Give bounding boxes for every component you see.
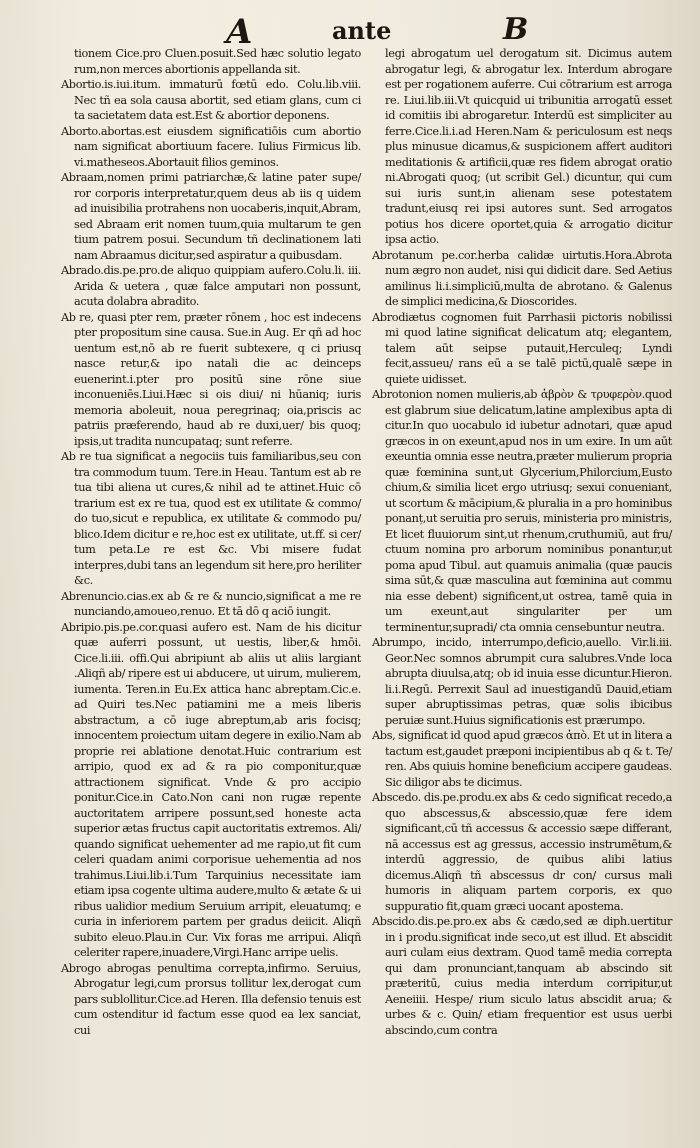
dictionary-entry: Ab re, quasi pter rem, præter rōnem , hoc est indecens pter propositum sine causa. Sue.in Aug. Er qñ ad hoc uentum est,nō ab re fuerit subtexere, q ci priusq nasce retur,& ipo natali die ac deinceps euenerint.i.pter pro positū sine rōne siue inconueniēs.Liui.Hæc si ois diui/ ni hūaniq; iuris memoria aboleuit, noua peregrinaq; oia,priscis ac patriis præferendo, haud ab re duxi,uer/ bis quoq; ipsis,ut tradita nuncupataq; sunt referre. — [61, 310, 361, 448]
dictionary-entry: Abrado.dis.pe.pro.de aliquo quippiam aufero.Colu.li. iii. Arida & uetera , quæ falce amputari non possunt, acuta dolabra abradito. — [61, 264, 361, 308]
dictionary-entry: Abraam,nomen primi patriarchæ,& latine pater supe/ ror corporis interpretatur,quem deus ab iis q uidem ad inuisibilia protrahens non uocaberis,inquit,Abram, sed Abraam erit nomen tuum,quia multarum te gen tium patrem posui. Secundum tñ declinationem lati nam Abraamus dicitur,sed aspiratur a quibusdam. — [61, 171, 361, 262]
dictionary-entry: Abripio.pis.pe.cor.quasi aufero est. Nam de his dicitur quæ auferri possunt, ut uestis, liber,& hmōi. Cice.li.iii. offi.Qui abripiunt ab aliis ut aliis largiant .Aliqñ ab/ ripere est ui abducere, ut uirum, mulierem, iumenta. Teren.in Eu.Ex attica hanc abreptam.Cic.e. ad Quiri tes.Nec patiamini me a meis liberis abstractum, a cō iuge abreptum,ab aris focisq; innocentem proiectum uitam degere in exilio.Nam ab proprie rei ablatione denotat.Huic contrarium est arripio, quod ex ad & ra pio componitur,quæ attractionem significat. Vnde & pro accipio ponitur.Cice.in Cato.Non cani non rugæ repente auctoritatem arripere possunt,sed honeste acta superior ætas fructus capit auctoritatis extremos. Ali/ quando significat uehementer ad me rapio,ut fit cum celeri quadam animi corporisue uehementia ad nos trahimus.Liui.lib.i.Tum Tarquinius necessitate iam etiam ipsa cogente ultima audere,multo & ætate & ui ribus ualidior medium Seruium arripit, eleuatumq; e curia in inferiorem partem per gradus deiicit. Aliqñ subito eleuo.Plau.in Cur. Vix foras me arripui. Aliqñ celeriter rapere,inuadere,Virgi.Hanc arripe uelis. — [61, 620, 361, 959]
dictionary-entry: Abrumpo, incido, interrumpo,deficio,auello. Vir.li.iii. Geor.Nec somnos abrumpit cura salubres.Vnde loca abrupta diuulsa,atq; ob id inuia esse dicuntur.Hieron. li.i.Regū. Perrexit Saul ad inuestigandū Dauid,etiam super abruptissimas petras, quæ solis ibicibus peruiæ sunt.Huius significationis est prærumpo. — [372, 636, 672, 727]
dictionary-entry: Aborto.abortas.est eiusdem significatiōis cum abortio nam significat abortiuum facere. Iulius Firmicus lib. vi.matheseos.Abortauit filios geminos. — [61, 124, 361, 169]
dictionary-entry: Ab re tua significat a negociis tuis familiaribus,seu con tra commodum tuum. Tere.in Heau. Tantum est ab re tua tibi aliena ut cures,& nihil ad te attinet.Huic cō trarium est ex re tua, quod est ex utilitate & commo/ do tuo,sicut e republica, ex utilitate & commodo pu/ blico.Idem dicitur e re,hoc est ex utilitate, ut.ff. si cer/ tum peta.Le re est &c. Vbi misere fudat interpres,dubi tans an legendum sit here,pro heriliter &c. — [61, 450, 361, 587]
dictionary-entry: Abrotanum pe.cor.herba calidæ uirtutis.Hora.Abrota num ægro non audet, nisi qui didicit dare. Sed Aetius amilinus li.i.simpliciū,multa de abrotano. & Galenus de simplici medicina,& Dioscorides. — [372, 248, 672, 308]
gothic-next-letter: B — [503, 12, 529, 47]
dictionary-entry: Abscido.dis.pe.pro.ex abs & cædo,sed æ diph.uertitur in i produ.significat inde seco,ut est illud. Et abscidit auri culam eius dextram. Quod tamē media correpta qui dam pronunciant,tanquam ab abscindo sit præteritū, cuius media interdum corripitur,ut Aeneiiii. Hespe/ rium siculo latus abscidit arua; & urbes & c. Quin/ etiam frequentior est usus uerbi abscindo,cum contra — [372, 915, 672, 1037]
continued-paragraph: legi abrogatum uel derogatum sit. Dicimus autem abrogatur legi, & abrogatur lex. Interdum abrogare est per rogationem auferre. Cui cōtrarium est arroga re. Liui.lib.iii.Vt quicquid ui tribunitia arrogatū esset id comitiis ibi abrogaretur. Interdū est simpliciter au ferre.Cice.li.i.ad Heren.Nam & periculosum est neqs plus minusue dicamus,& suspicionem affert auditori meditationis & artificii,quæ res fidem abrogat oratio ni.Abrogati quoq; (ut scribit Gel.) dicuntur, qui cum sui iuris sunt,in alienam sese potestatem tradunt,eiusq rei ipsi autores sunt. Sed arrogatos potius hos dicere oportet,quia & arrogatio dicitur ipsa actio. — [385, 47, 672, 246]
right-text-column — [372, 46, 672, 1038]
dictionary-entry: Abrodiætus cognomen fuit Parrhasii pictoris nobilissi mi quod latine significat delicatum atq; elegantem, talem aūt seipse putauit,Herculeq; Lyndi fecit,assueu/ rans eū a se talē pictū,qualē sæpe in quiete uidisset. — [372, 310, 672, 386]
left-text-column — [61, 46, 361, 1038]
dictionary-entry: Abrotonion nomen mulieris,ab ἁβρὸν & τρυφερὸν.quod est glabrum siue delicatum,latine amplexibus apta di citur.In quo uocabulo id iubetur adnotari, quæ apud græcos in on exeunt,apud nos in um exire. In um aūt exeuntia omnia esse neutra,præter mulierum propria quæ fœminina sunt,ut Glycerium,Philorcium,Eusto chium,& similia licet ergo utriusq; sexui conueniant, ut scortum & mācipium,& pluralia in a pro hominibus ponanț,ut seruitia pro seruis, ministeria pro ministris, Et licet fluuiorum sint,ut rhenum,cruthumiū, aut fru/ ctuum nomina pro arborum nominibus ponantur,ut poma apud Tibul. aut quamuis animalia (quæ paucis sima sūt,& quæ masculina aut fœminina aut commu nia esse debent) significent,ut ostrea, tamē quia in um exeunt,aut singulariter per um terminentur,supradi/ cta omnia censebuntur neutra. — [372, 388, 672, 634]
gothic-section-letter: A — [226, 12, 253, 52]
continued-paragraph: tionem Cice.pro Cluen.posuit.Sed hæc solutio legato rum,non merces abortionis appellanda sit. — [74, 47, 361, 76]
dictionary-entry: Abortio.is.iui.itum. immaturū fœtū edo. Colu.lib.viii. Nec tñ ea sola causa abortit, sed etiam glans, cum ci ta sacietatem data est.Est & abortior deponens. — [61, 78, 361, 122]
dictionary-entry: Abrogo abrogas penultima correpta,infirmo. Seruius, Abrogatur legi,cum prorsus tollitur lex,derogat cum pars sublollitur.Cice.ad Heren. Illa defensio tenuis est cum ostenditur id factum esse quod ea lex sanciat, cui — [61, 961, 361, 1037]
dictionary-entry: Abs, significat id quod apud græcos ἀπὸ. Et ut in litera a tactum est,gaudet præponi incipientibus ab q & t. Te/ ren. Abs quiuis homine beneficium accipere gaudeas. Sic diligor abs te dicimus. — [372, 729, 672, 789]
dictionary-entry: Abrenuncio.cias.ex ab & re & nuncio,significat a me re nunciando,amoueo,renuo. Et tā dō q aciō iungit. — [61, 589, 361, 618]
dictionary-entry: Abscedo. dis.pe.produ.ex abs & cedo significat recedo,a quo abscessus,& abscessio,quæ fere idem significant,cū tñ accessus & accessio sæpe differant, nā accessus est ag gressus, accessio instrumētum,& interdū aggressio, de quibus alibi latius dicemus.Aliqñ tñ abscessus dr con/ cursus mali humoris in aliquam partem corporis, ex quo suppuratio fit,quam græci uocant apostema. — [372, 791, 672, 913]
running-head: ante — [332, 16, 392, 45]
